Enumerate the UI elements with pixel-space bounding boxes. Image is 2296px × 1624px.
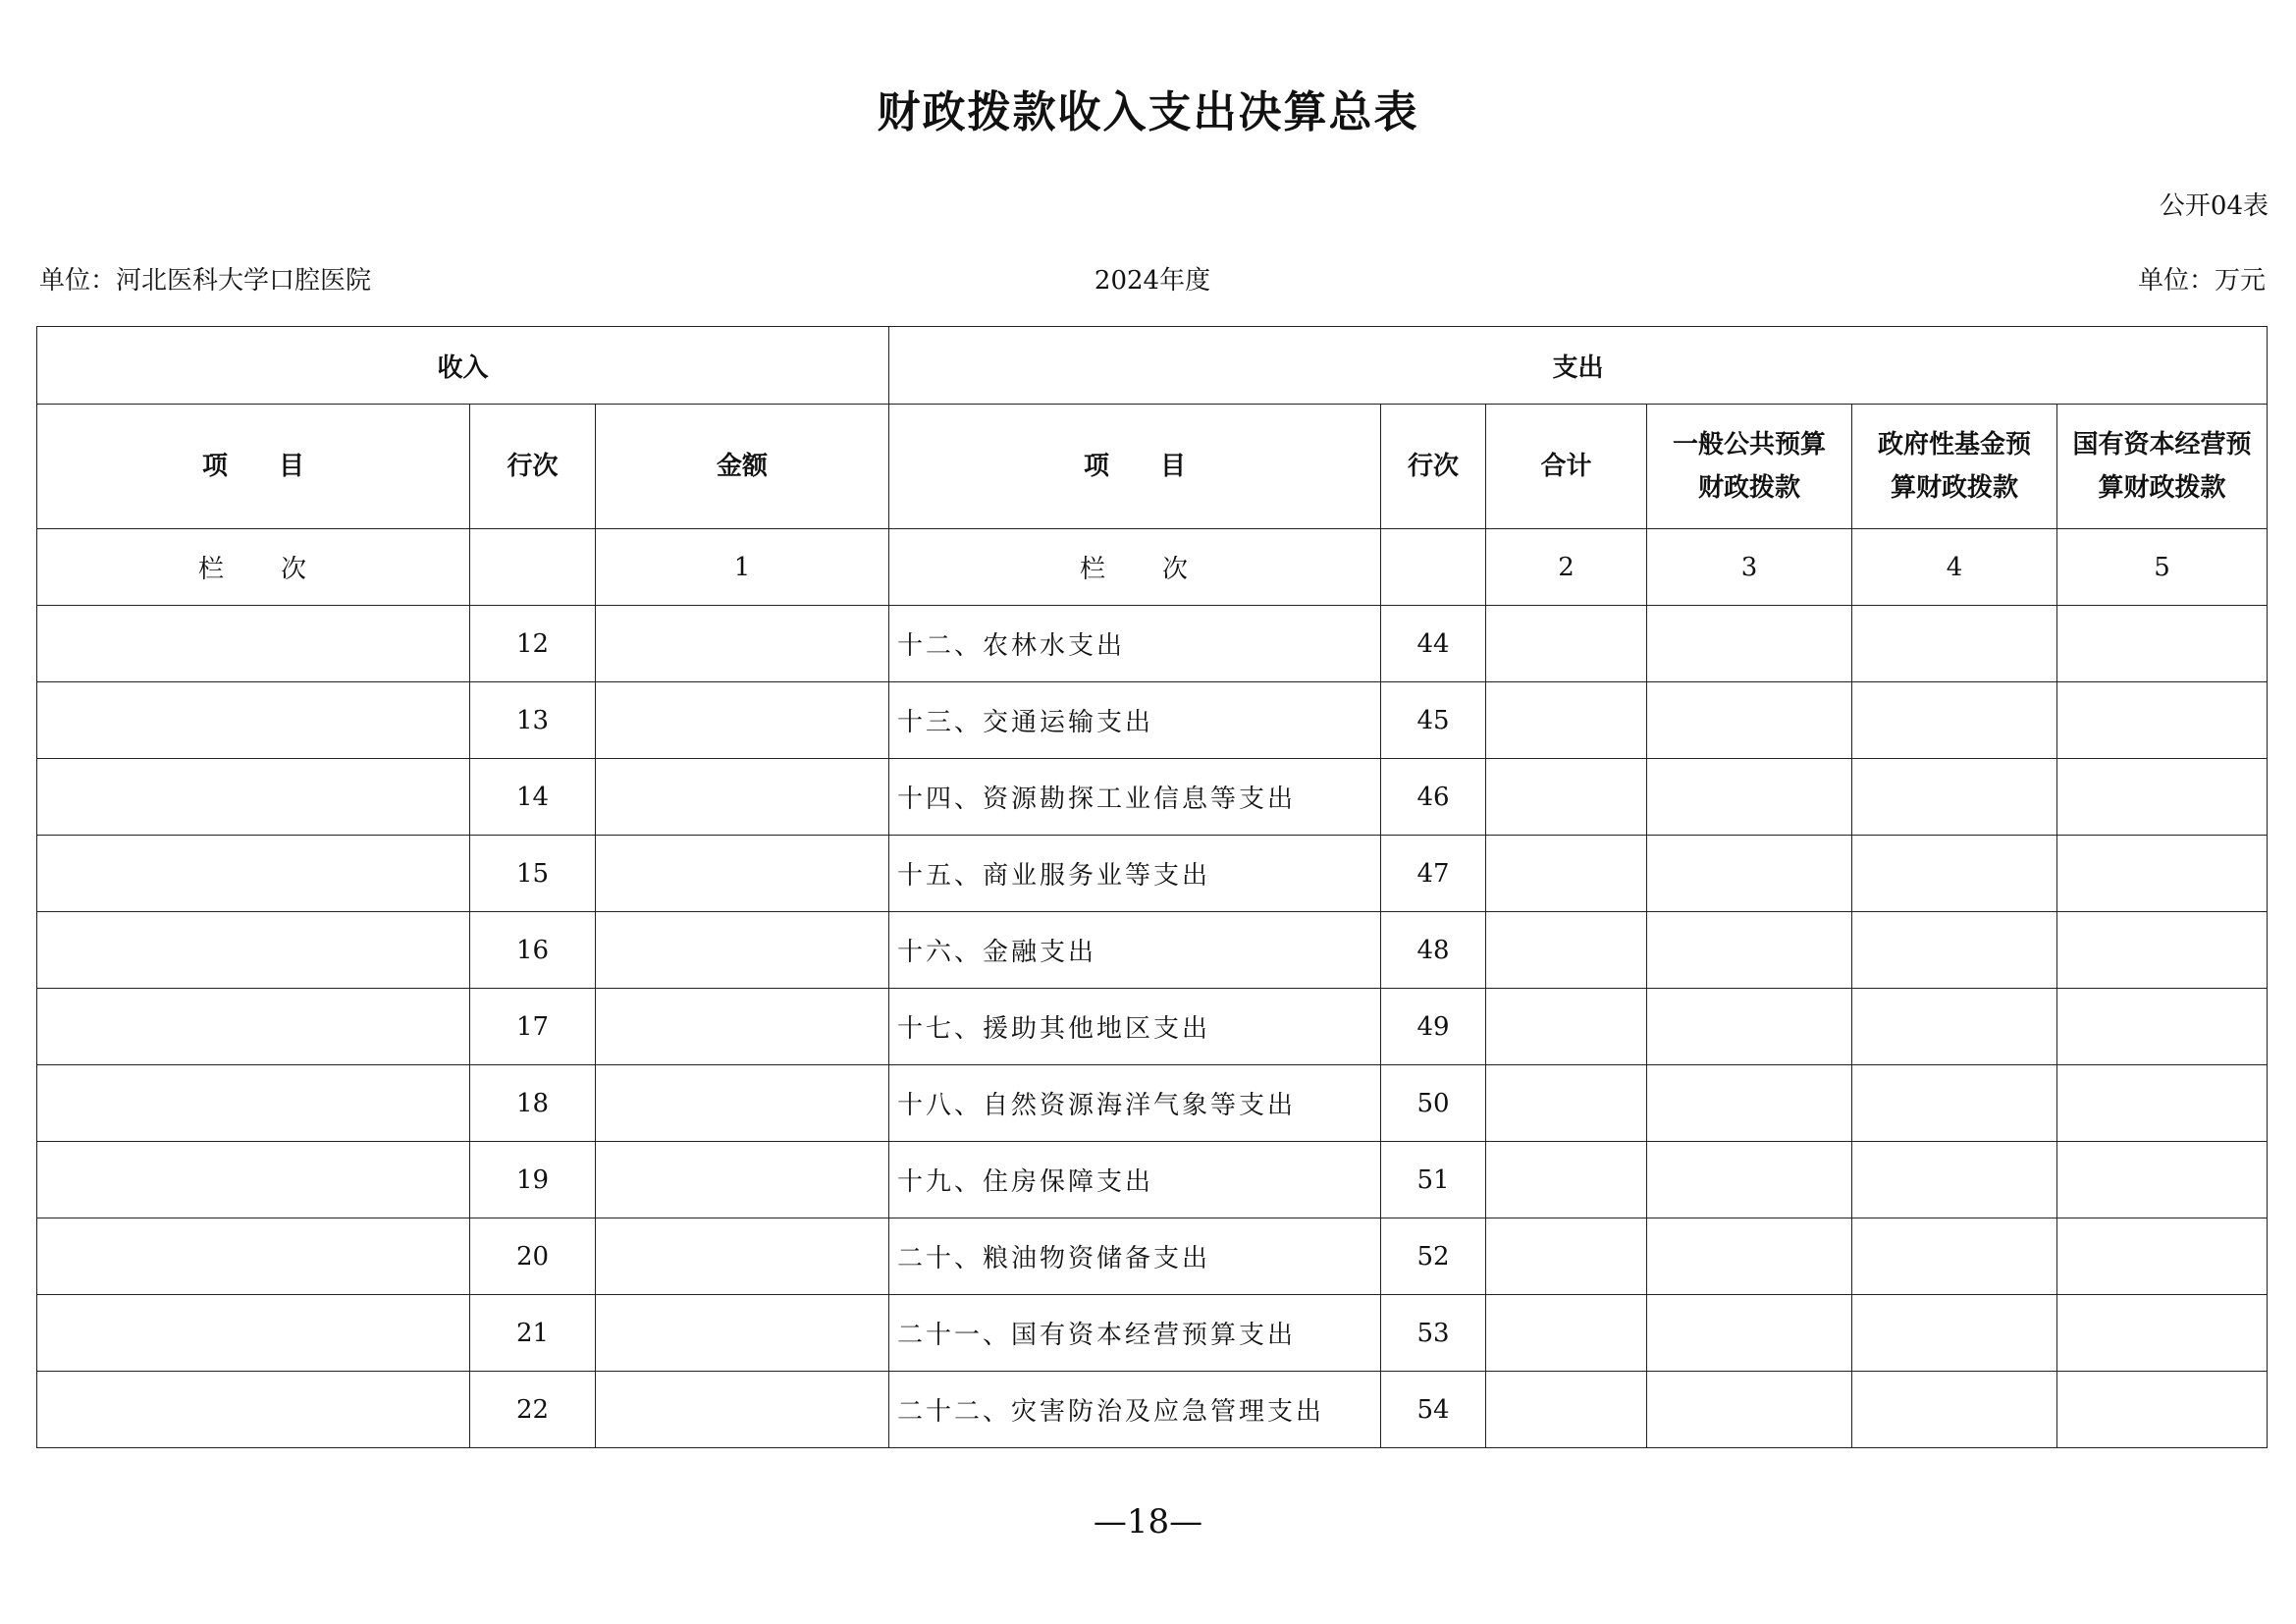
total-cell (1486, 606, 1647, 682)
general-budget-cell (1647, 606, 1852, 682)
income-amount-cell (596, 912, 889, 989)
income-item-cell (37, 912, 470, 989)
gov-fund-cell (1852, 912, 2057, 989)
income-amount-cell (596, 836, 889, 912)
total-cell (1486, 682, 1647, 759)
general-budget-index: 3 (1647, 529, 1852, 606)
page-title: 财政拨款收入支出决算总表 (877, 87, 1419, 137)
income-amount-header: 金额 (596, 405, 889, 529)
total-cell (1486, 1372, 1647, 1448)
table-row (37, 682, 2268, 759)
expense-item-cell: 二十、粮油物资储备支出 (889, 1218, 1381, 1295)
gov-fund-cell (1852, 1372, 2057, 1448)
income-line-cell: 18 (470, 1065, 596, 1142)
meta-row (39, 260, 2266, 294)
expense-line-index (1381, 529, 1486, 606)
table-row (37, 1295, 2268, 1372)
total-cell (1486, 1295, 1647, 1372)
income-item-cell (37, 682, 470, 759)
state-capital-cell (2057, 1295, 2268, 1372)
expense-item-cell: 十六、金融支出 (889, 912, 1381, 989)
expense-item-cell: 二十一、国有资本经营预算支出 (889, 1295, 1381, 1372)
table-row (37, 1065, 2268, 1142)
income-line-cell: 17 (470, 989, 596, 1065)
state-capital-cell (2057, 759, 2268, 836)
income-item-cell (37, 1142, 470, 1218)
column-header-row (37, 405, 2268, 529)
expense-line-cell: 50 (1381, 1065, 1486, 1142)
total-cell (1486, 989, 1647, 1065)
income-amount-cell (596, 1372, 889, 1448)
general-budget-header-line2: 财政拨款 (1697, 473, 1800, 503)
income-amount-cell (596, 1218, 889, 1295)
state-capital-cell (2057, 682, 2268, 759)
income-line-cell: 15 (470, 836, 596, 912)
income-item-cell (37, 606, 470, 682)
total-header: 合计 (1486, 405, 1647, 529)
expense-line-cell: 46 (1381, 759, 1486, 836)
expense-index-label: 栏 次 (889, 529, 1381, 606)
income-line-cell: 19 (470, 1142, 596, 1218)
expense-line-cell: 52 (1381, 1218, 1486, 1295)
general-budget-cell (1647, 836, 1852, 912)
general-budget-cell (1647, 682, 1852, 759)
total-cell (1486, 759, 1647, 836)
total-cell (1486, 1218, 1647, 1295)
state-capital-cell (2057, 1065, 2268, 1142)
income-section-header: 收入 (37, 327, 889, 405)
expense-line-cell: 45 (1381, 682, 1486, 759)
income-line-cell: 12 (470, 606, 596, 682)
expense-line-cell: 47 (1381, 836, 1486, 912)
income-index-label: 栏 次 (37, 529, 470, 606)
general-budget-cell (1647, 912, 1852, 989)
table-row (37, 1142, 2268, 1218)
general-budget-cell (1647, 1372, 1852, 1448)
form-code: 公开04表 (2159, 191, 2269, 221)
gov-fund-header (1852, 405, 2057, 529)
state-capital-cell (2057, 836, 2268, 912)
income-line-cell: 14 (470, 759, 596, 836)
income-amount-cell (596, 989, 889, 1065)
total-cell (1486, 1065, 1647, 1142)
table-row (37, 989, 2268, 1065)
state-capital-header (2057, 405, 2268, 529)
gov-fund-cell (1852, 1218, 2057, 1295)
expense-section-header: 支出 (889, 327, 2268, 405)
unit-currency: 单位：万元 (2137, 266, 2266, 296)
gov-fund-index: 4 (1852, 529, 2057, 606)
gov-fund-cell (1852, 1065, 2057, 1142)
expense-item-cell: 二十二、灾害防治及应急管理支出 (889, 1372, 1381, 1448)
expense-item-cell: 十三、交通运输支出 (889, 682, 1381, 759)
income-item-cell (37, 1218, 470, 1295)
column-index-row (37, 529, 2268, 606)
general-budget-cell (1647, 759, 1852, 836)
gov-fund-cell (1852, 682, 2057, 759)
income-amount-cell (596, 1065, 889, 1142)
state-capital-cell (2057, 1218, 2268, 1295)
expense-item-cell: 十四、资源勘探工业信息等支出 (889, 759, 1381, 836)
general-budget-header-line1: 一般公共预算 (1672, 429, 1826, 460)
income-amount-index: 1 (596, 529, 889, 606)
income-amount-cell (596, 1295, 889, 1372)
income-amount-cell (596, 1142, 889, 1218)
expense-line-cell: 48 (1381, 912, 1486, 989)
table-row (37, 1372, 2268, 1448)
general-budget-cell (1647, 1295, 1852, 1372)
expense-item-cell: 十二、农林水支出 (889, 606, 1381, 682)
table-row (37, 912, 2268, 989)
state-capital-index: 5 (2057, 529, 2268, 606)
income-item-cell (37, 1372, 470, 1448)
gov-fund-cell (1852, 1295, 2057, 1372)
table-row (37, 606, 2268, 682)
section-header-row (37, 327, 2268, 405)
expense-line-cell: 51 (1381, 1142, 1486, 1218)
income-item-cell (37, 1065, 470, 1142)
appropriation-table (36, 326, 2268, 1448)
gov-fund-cell (1852, 1142, 2057, 1218)
fiscal-year: 2024年度 (1094, 266, 1211, 296)
general-budget-header (1647, 405, 1852, 529)
income-line-cell: 21 (470, 1295, 596, 1372)
income-line-cell: 22 (470, 1372, 596, 1448)
state-capital-cell (2057, 606, 2268, 682)
income-line-cell: 13 (470, 682, 596, 759)
state-capital-cell (2057, 1142, 2268, 1218)
income-item-cell (37, 759, 470, 836)
data-rows (37, 606, 2268, 1448)
state-capital-cell (2057, 912, 2268, 989)
table-row (37, 759, 2268, 836)
total-cell (1486, 836, 1647, 912)
expense-line-cell: 53 (1381, 1295, 1486, 1372)
expense-line-header: 行次 (1381, 405, 1486, 529)
gov-fund-header-line2: 算财政拨款 (1890, 473, 2018, 503)
expense-item-cell: 十七、援助其他地区支出 (889, 989, 1381, 1065)
expense-item-cell: 十八、自然资源海洋气象等支出 (889, 1065, 1381, 1142)
income-line-header: 行次 (470, 405, 596, 529)
gov-fund-cell (1852, 836, 2057, 912)
general-budget-cell (1647, 1065, 1852, 1142)
general-budget-cell (1647, 1142, 1852, 1218)
gov-fund-cell (1852, 606, 2057, 682)
expense-line-cell: 44 (1381, 606, 1486, 682)
income-line-index (470, 529, 596, 606)
general-budget-cell (1647, 989, 1852, 1065)
income-item-cell (37, 989, 470, 1065)
income-line-cell: 16 (470, 912, 596, 989)
income-item-cell (37, 1295, 470, 1372)
expense-line-cell: 54 (1381, 1372, 1486, 1448)
income-amount-cell (596, 682, 889, 759)
income-amount-cell (596, 606, 889, 682)
expense-line-cell: 49 (1381, 989, 1486, 1065)
state-capital-cell (2057, 1372, 2268, 1448)
expense-item-cell: 十五、商业服务业等支出 (889, 836, 1381, 912)
gov-fund-cell (1852, 989, 2057, 1065)
general-budget-cell (1647, 1218, 1852, 1295)
income-line-cell: 20 (470, 1218, 596, 1295)
expense-item-cell: 十九、住房保障支出 (889, 1142, 1381, 1218)
page-number: —18— (1093, 1502, 1203, 1542)
state-capital-header-line2: 算财政拨款 (2098, 473, 2226, 503)
gov-fund-header-line1: 政府性基金预 (1877, 429, 2031, 460)
table-row (37, 836, 2268, 912)
total-index: 2 (1486, 529, 1647, 606)
income-item-header: 项 目 (37, 405, 470, 529)
state-capital-header-line1: 国有资本经营预 (2072, 429, 2252, 460)
income-amount-cell (596, 759, 889, 836)
gov-fund-cell (1852, 759, 2057, 836)
state-capital-cell (2057, 989, 2268, 1065)
total-cell (1486, 1142, 1647, 1218)
total-cell (1486, 912, 1647, 989)
table-row (37, 1218, 2268, 1295)
expense-item-header: 项 目 (889, 405, 1381, 529)
income-item-cell (37, 836, 470, 912)
unit-name: 单位：河北医科大学口腔医院 (39, 266, 372, 296)
